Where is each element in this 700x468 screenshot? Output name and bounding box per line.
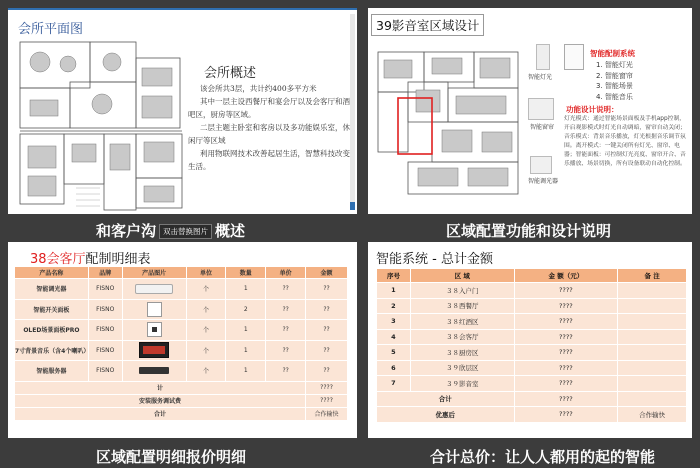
total-amount-slide — [368, 242, 692, 438]
description-text: 灯光模式：通过智能场景面板及手机app控制，开启观影模式时灯光自动调暗，窗帘自动关闭；音乐模式：背景音乐播放，灯光根据音乐调节氛围。离开模式：一键关闭所有灯光、窗帘、电器；智能面板：可控制灯光亮度、窗帘开合、音乐播放、场景切换，所有设备联动自动化控制。 — [564, 116, 686, 167]
switch-panel-image — [147, 302, 162, 317]
discount-label: 优惠后 — [377, 407, 515, 423]
scrollbar-thumb[interactable] — [350, 202, 355, 210]
brand: FISNO — [88, 279, 122, 300]
discount-note: 合作输快 — [618, 407, 687, 423]
device-label: 智能调光器 — [528, 178, 559, 185]
quantity: 1 — [226, 361, 266, 382]
row-number: 3 — [377, 314, 411, 330]
install-label: 安装服务调试费 — [15, 394, 306, 407]
total-label: 合计 — [377, 391, 515, 407]
product-name: 智能开关面板 — [15, 299, 89, 320]
brand: FISNO — [88, 299, 122, 320]
table-header: 产品图片 — [122, 267, 186, 279]
unit-price: ?? — [266, 340, 306, 361]
product-name: OLED场景面板PRO — [15, 320, 89, 341]
caption-3: 区域配置明细报价明细 — [96, 448, 247, 466]
amount: ?? — [306, 320, 348, 341]
unit-price: ?? — [266, 279, 306, 300]
remark — [618, 283, 687, 299]
discount-value: ???? — [514, 407, 618, 423]
panel-device-image — [564, 44, 584, 70]
table-row — [377, 345, 687, 361]
product-image-cell — [122, 299, 186, 320]
total-row — [15, 407, 348, 420]
area-name: ３８入户门 — [410, 283, 514, 299]
table-row — [15, 279, 348, 300]
table-header: 单价 — [266, 267, 306, 279]
overview-paragraph: 利用物联网技术改善起居生活，智慧科技改变生活。 — [188, 149, 350, 171]
table-row — [377, 360, 687, 376]
quantity: 1 — [226, 320, 266, 341]
area-amount: ???? — [514, 314, 618, 330]
area-name: ３９影音室 — [410, 376, 514, 392]
unit: 个 — [186, 320, 226, 341]
floor-plan-drawing — [16, 38, 186, 212]
brand: FISNO — [88, 340, 122, 361]
unit: 个 — [186, 361, 226, 382]
total-table — [376, 268, 687, 423]
unit-price: ?? — [266, 320, 306, 341]
product-name: 智能服务器 — [15, 361, 89, 382]
area-amount: ???? — [514, 360, 618, 376]
caption-2: 区域配置功能和设计说明 — [446, 222, 612, 240]
area-name: ３９欣层区 — [410, 360, 514, 376]
remark — [618, 329, 687, 345]
curtain-device-image — [528, 98, 554, 120]
table-header: 产品名称 — [15, 267, 89, 279]
table-header-row — [377, 269, 687, 283]
table-header: 数量 — [226, 267, 266, 279]
overview-text — [188, 82, 353, 173]
table-header: 金额 — [306, 267, 348, 279]
system-item: 3. 智能场景 — [596, 82, 633, 90]
oled-panel-image — [147, 322, 162, 337]
caption-1 — [96, 220, 245, 241]
overview-paragraph: 二层主题主卧室和客房以及多功能娱乐室，休闲厅等区域 — [188, 123, 350, 145]
overview-paragraph: 该会所共3层，共计约400多平方米 — [200, 84, 317, 93]
install-value: ???? — [306, 394, 348, 407]
replace-image-tooltip[interactable]: 双击替换图片 — [159, 224, 212, 239]
caption-right: 概述 — [215, 222, 246, 240]
subtotal-label: 计 — [15, 381, 306, 394]
install-row — [15, 394, 348, 407]
dimmer-device-image — [530, 156, 552, 174]
area-amount: ???? — [514, 283, 618, 299]
amount: ?? — [306, 299, 348, 320]
table-row — [377, 283, 687, 299]
row-number: 5 — [377, 345, 411, 361]
slide-title: 39影音室区域设计 — [371, 14, 484, 36]
system-heading: 智能配制系统 — [590, 49, 635, 58]
scrollbar[interactable] — [350, 14, 355, 210]
product-name: 7寸背景音乐（含4个喇叭） — [15, 340, 89, 361]
quantity: 1 — [226, 340, 266, 361]
subtotal-value: ???? — [306, 381, 348, 394]
table-header: 区 域 — [410, 269, 514, 283]
remark — [618, 314, 687, 330]
area-name: ３８厨房区 — [410, 345, 514, 361]
row-number: 1 — [377, 283, 411, 299]
remark — [618, 345, 687, 361]
dimmer-image — [135, 284, 173, 294]
remark — [618, 298, 687, 314]
table-row — [15, 361, 348, 382]
row-number: 4 — [377, 329, 411, 345]
slide-title: 会所平面图 — [18, 22, 84, 37]
unit-price: ?? — [266, 299, 306, 320]
product-image-cell — [122, 320, 186, 341]
unit: 个 — [186, 340, 226, 361]
area-amount: ???? — [514, 329, 618, 345]
area-amount: ???? — [514, 376, 618, 392]
system-item: 2. 智能窗帘 — [596, 71, 633, 80]
product-image-cell — [122, 340, 186, 361]
table-header: 金 额（元） — [514, 269, 618, 283]
brand: FISNO — [88, 361, 122, 382]
brand: FISNO — [88, 320, 122, 341]
remark — [618, 376, 687, 392]
area-amount: ???? — [514, 298, 618, 314]
product-image-cell — [122, 279, 186, 300]
area-name: ３８红酒区 — [410, 314, 514, 330]
zone-design-slide — [368, 8, 692, 214]
system-item: 4. 智能音乐 — [596, 92, 633, 101]
quantity: 2 — [226, 299, 266, 320]
system-list — [596, 60, 633, 102]
total-label: 合计 — [15, 407, 306, 420]
light-device-image — [536, 44, 550, 70]
total-value: ???? — [514, 391, 618, 407]
table-row — [377, 298, 687, 314]
discount-row — [377, 407, 687, 423]
product-name: 智能调光器 — [15, 279, 89, 300]
total-row — [377, 391, 687, 407]
table-header: 品牌 — [88, 267, 122, 279]
amount: ?? — [306, 340, 348, 361]
caption-left: 和客户沟 — [96, 222, 157, 240]
table-row — [377, 376, 687, 392]
subtotal-row — [15, 381, 348, 394]
area-amount: ???? — [514, 345, 618, 361]
slide-title — [30, 248, 151, 267]
table-row — [377, 329, 687, 345]
row-number: 6 — [377, 360, 411, 376]
table-row — [15, 299, 348, 320]
total-value: 合作输快 — [306, 407, 348, 420]
amount: ?? — [306, 361, 348, 382]
description-heading: 功能设计说明： — [566, 105, 619, 114]
overview-paragraph: 其中一层主设西餐厅和宴会厅以及会客厅和酒吧区，厨房等区域。 — [188, 97, 350, 119]
area-name: ３８西餐厅 — [410, 298, 514, 314]
table-row — [15, 320, 348, 341]
amount: ?? — [306, 279, 348, 300]
product-image-cell — [122, 361, 186, 382]
quote-detail-slide — [8, 242, 357, 438]
quote-table — [14, 266, 348, 421]
table-header: 单位 — [186, 267, 226, 279]
unit: 个 — [186, 279, 226, 300]
quantity: 1 — [226, 279, 266, 300]
table-header: 备 注 — [618, 269, 687, 283]
caption-4: 合计总价：让人人都用的起的智能 — [430, 448, 656, 466]
floor-plan-drawing — [372, 48, 522, 198]
row-number: 7 — [377, 376, 411, 392]
floor-plan-slide — [8, 8, 357, 214]
table-header-row — [15, 267, 348, 279]
system-item: 1. 智能灯光 — [596, 61, 633, 69]
remark — [618, 360, 687, 376]
unit-price: ?? — [266, 361, 306, 382]
device-label: 智能窗帘 — [530, 124, 555, 131]
title-rest: 配制明细表 — [85, 252, 151, 267]
overview-heading: 会所概述 — [204, 66, 257, 81]
server-image — [139, 367, 169, 374]
unit: 个 — [186, 299, 226, 320]
area-name: ３８会客厅 — [410, 329, 514, 345]
music-panel-image — [139, 342, 169, 358]
title-highlight: 38会客厅 — [30, 252, 86, 267]
slide-title: 智能系统 - 总计金额 — [376, 252, 493, 267]
table-row — [15, 340, 348, 361]
table-header: 序号 — [377, 269, 411, 283]
row-number: 2 — [377, 298, 411, 314]
remark — [618, 391, 687, 407]
device-label: 智能灯光 — [528, 74, 553, 81]
table-row — [377, 314, 687, 330]
